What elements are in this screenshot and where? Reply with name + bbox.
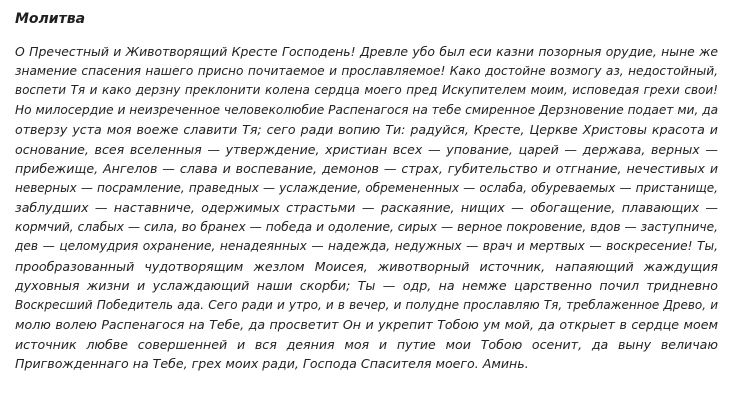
prayer-text [15, 42, 718, 374]
text-line: прибежище, Ангелов — слава и воспевание, демонов — страх, губительство и отгнание, нечестивых и [15, 161, 718, 176]
text-line: Воскресший Победитель ада. Сего ради и утро, и в вечер, и полудне прославляю Тя, треблаженное Древо, и [15, 297, 718, 312]
text-line: неверных — посрамление, праведных — услаждение, обремененных — ослаба, обуреваемых — пристанище, [15, 180, 718, 195]
text-line: основание, всея вселенныя — утверждение, христиан всех — упование, царей — держава, верных — [15, 141, 718, 157]
text-line: источник любве совершенней и вся деяния моя и путие мои Тобою осенит, да выну величаю [15, 336, 718, 352]
text-line: прообразованный чудотворящим жезлом Моисея, животворный источник, напаяющий жаждущия [15, 258, 718, 274]
text-line: Но милосердие и неизреченное человеколюбие Распенагося на тебе смиренное Дерзновение подает ми, да [15, 102, 718, 117]
text-line: Пригвожденнаго на Тебе, грех моих ради, Господа Спасителя моего. Аминь. [15, 356, 529, 371]
text-line: О Пречестный и Животворящий Кресте Господень! Древле убо был еси казни позорныя орудие, ныне же [15, 44, 718, 59]
text-line: воспети Тя и како дерзну преклонити колена сердца моего пред Искупителем моим, исповедая грехи свои! [15, 83, 718, 97]
text-line: заблудших — наставниче, одержимых страстьми — раскаяние, нищих — обогащение, плавающих — [15, 200, 718, 215]
text-line: отверзу уста моя воеже славити Тя; сего ради вопию Ти: радуйся, Кресте, Церкве Христовы красота и [15, 122, 718, 137]
text-line: дев — целомудрия охранение, ненадеянных — надежда, недужных — врач и мертвых — воскресение! Ты, [15, 239, 718, 253]
text-line: молю волею Распенагося на Тебе, да просветит Он и укрепит Тобою ум мой, да открыет в сердце моем [15, 317, 718, 332]
text-line: духовныя жизни и услаждающий наши скорби; Ты — одр, на немже царственно почил тридневно [15, 278, 718, 293]
prayer-title: Молитва [15, 11, 86, 27]
text-line: кормчий, слабых — сила, во бранех — победа и одоление, сирых — верное покровение, вдов — заступниче, [15, 219, 718, 234]
text-line: знамение спасения нашего присно почитаемое и прославляемое! Како достойне возмогу аз, недостойный, [15, 63, 718, 78]
